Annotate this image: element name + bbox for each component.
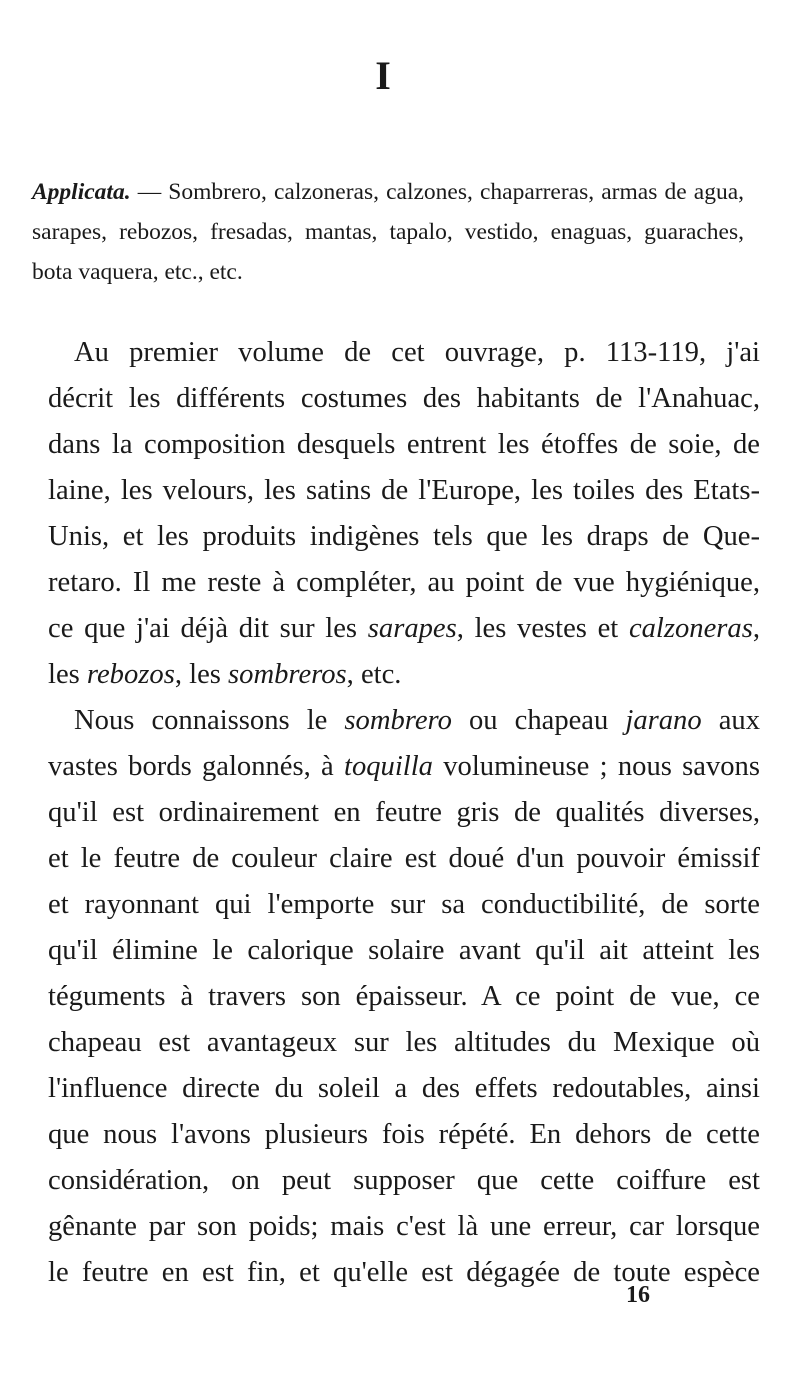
text-line: chapeau est avantageux sur les altitudes du Mexique où <box>48 1027 760 1058</box>
italic-term: sombreros <box>228 659 347 690</box>
text-run: aux <box>701 705 760 736</box>
text-run: volumineuse ; nous savons <box>432 751 760 782</box>
text-run: ou chapeau <box>451 705 626 736</box>
summary-text: — Sombrero, calzoneras, calzones, chaparreras, armas de agua, sarapes, rebozos, fresadas, mantas, tapalo, vestido, enaguas, guaraches, bota vaquera, etc., etc. <box>32 179 744 285</box>
text-line: et le feutre de couleur claire est doué d'un pouvoir émissif <box>48 843 760 874</box>
paragraph-1 <box>48 330 760 698</box>
text-line <box>48 698 760 744</box>
text-run: , les <box>174 659 229 690</box>
chapter-summary <box>32 172 744 292</box>
text-line: gênante par son poids; mais c'est là une erreur, car lorsque <box>48 1211 760 1242</box>
text-run: Nous connaissons le <box>74 705 345 736</box>
text-line: Unis, et les produits indigènes tels que les draps de Que- <box>48 521 760 552</box>
italic-term: calzoneras <box>628 613 753 644</box>
text-line <box>48 744 760 790</box>
chapter-heading: I <box>375 53 391 98</box>
text-line: et rayonnant qui l'emporte sur sa conductibilité, de sorte <box>48 889 760 920</box>
text-line: qu'il élimine le calorique solaire avant qu'il ait atteint les <box>48 935 760 966</box>
text-line: qu'il est ordinairement en feutre gris de qualités diverses, <box>48 797 760 828</box>
text-line <box>48 652 760 698</box>
italic-term: jarano <box>625 705 702 736</box>
text-run: les <box>48 659 87 690</box>
text-run: , <box>752 613 760 644</box>
text-line: considération, on peut supposer que cette coiffure est <box>48 1165 760 1196</box>
body-text <box>48 330 760 1296</box>
text-line: l'influence directe du soleil a des effets redoutables, ainsi <box>48 1073 760 1104</box>
text-line: Au premier volume de cet ouvrage, p. 113-119, j'ai <box>74 337 760 368</box>
text-line: que nous l'avons plusieurs fois répété. En dehors de cette <box>48 1119 760 1150</box>
italic-term: sarapes <box>367 613 457 644</box>
text-line: le feutre en est fin, et qu'elle est dégagée de toute espèce <box>48 1257 760 1288</box>
paragraph-2 <box>48 698 760 1296</box>
text-line <box>48 606 760 652</box>
text-line: dans la composition desquels entrent les étoffes de soie, de <box>48 429 760 460</box>
italic-term: sombrero <box>344 705 452 736</box>
text-run: , etc. <box>346 659 402 690</box>
text-line: laine, les velours, les satins de l'Europe, les toiles des Etats- <box>48 475 760 506</box>
summary-lead: Applicata. <box>32 179 131 205</box>
text-run: , les vestes et <box>456 613 629 644</box>
text-line: décrit les différents costumes des habitants de l'Anahuac, <box>48 383 760 414</box>
text-run: vastes bords galonnés, à <box>48 751 344 782</box>
italic-term: rebozos <box>86 659 175 690</box>
text-line: téguments à travers son épaisseur. A ce point de vue, ce <box>48 981 760 1012</box>
page-number: 16 <box>626 1282 650 1308</box>
text-run: ce que j'ai déjà dit sur les <box>48 613 368 644</box>
text-line: retaro. Il me reste à compléter, au point de vue hygiénique, <box>48 567 760 598</box>
italic-term: toquilla <box>344 751 433 782</box>
